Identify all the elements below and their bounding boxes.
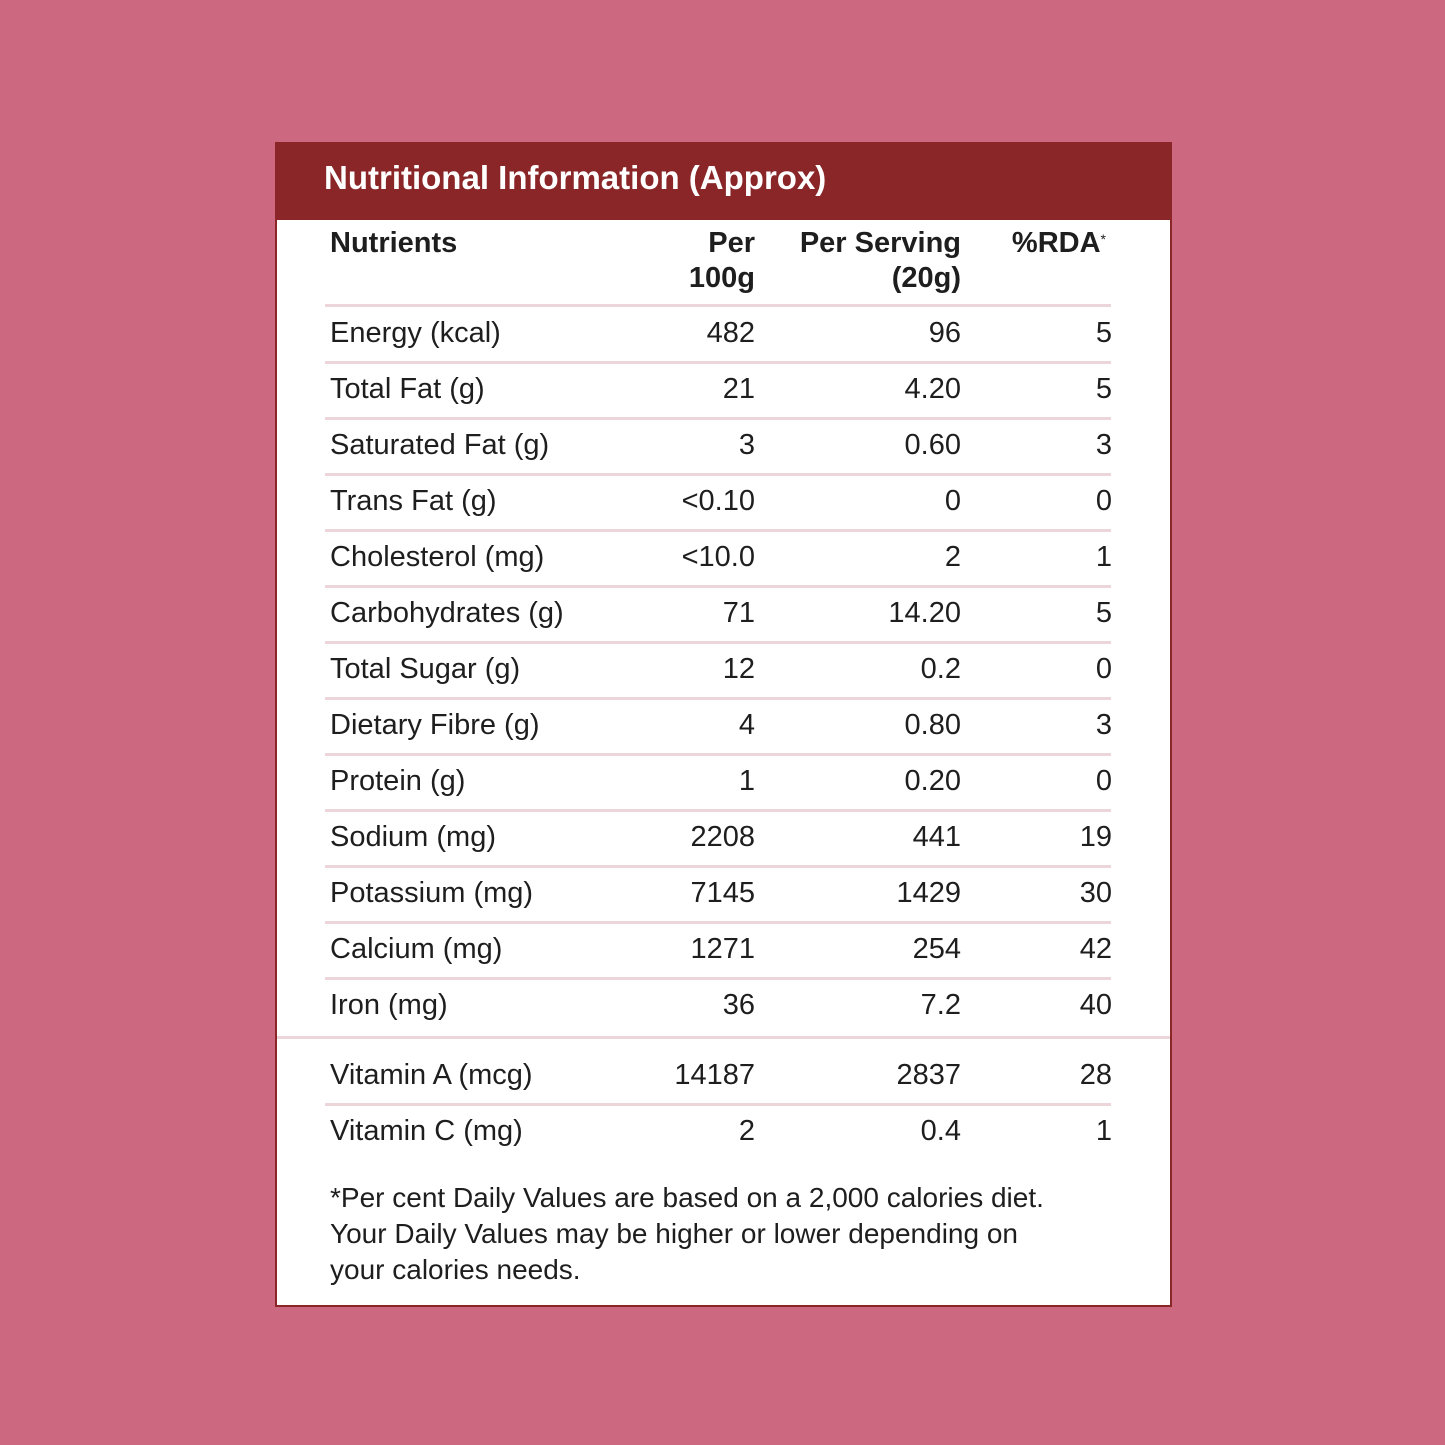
rda-value: 19 <box>1079 821 1112 853</box>
per-100g-value: <10.0 <box>681 541 755 573</box>
section-divider <box>277 1036 1170 1039</box>
table-row <box>277 979 1170 1035</box>
per-serving-value: 14.20 <box>888 597 961 629</box>
nutrient-name: Carbohydrates (g) <box>330 597 564 629</box>
table-row <box>277 587 1170 643</box>
per-serving-value: 0 <box>944 485 961 517</box>
nutrient-name: Total Sugar (g) <box>330 653 521 685</box>
footnote <box>330 1180 1130 1288</box>
per-serving-value: 441 <box>912 821 961 853</box>
per-serving-value: 1429 <box>896 877 961 909</box>
per-100g-value: 14187 <box>674 1059 755 1091</box>
nutrient-name: Iron (mg) <box>330 989 448 1021</box>
rda-value: 5 <box>1095 373 1112 405</box>
rda-value: 30 <box>1079 877 1112 909</box>
per-serving-value: 2837 <box>896 1059 961 1091</box>
table-row <box>277 755 1170 811</box>
per-100g-value: 1271 <box>690 933 755 965</box>
per-serving-value: 7.2 <box>920 989 961 1021</box>
per-serving-value: 0.60 <box>904 429 961 461</box>
rda-value: 0 <box>1095 765 1112 797</box>
table-row <box>277 643 1170 699</box>
table-row <box>277 867 1170 923</box>
nutrient-name: Energy (kcal) <box>330 317 501 349</box>
per-serving-value: 0.2 <box>920 653 961 685</box>
column-header-per-100g: Per 100g <box>688 227 755 294</box>
per-100g-value: 2208 <box>690 821 755 853</box>
card-title: Nutritional Information (Approx) <box>324 159 827 196</box>
rda-value: 40 <box>1079 989 1112 1021</box>
per-serving-value: 254 <box>912 933 961 965</box>
rda-value: 3 <box>1095 429 1112 461</box>
per-100g-value: 482 <box>706 317 755 349</box>
footnote-line: your calories needs. <box>330 1254 581 1285</box>
table-row <box>277 699 1170 755</box>
per-100g-value: 4 <box>738 709 755 741</box>
footnote-line: *Per cent Daily Values are based on a 2,000 calories diet. <box>330 1182 1044 1213</box>
table-row <box>277 531 1170 587</box>
per-100g-value: 12 <box>722 653 755 685</box>
nutrient-name: Saturated Fat (g) <box>330 429 550 461</box>
per-100g-value: 1 <box>738 765 755 797</box>
per-100g-value: 36 <box>722 989 755 1021</box>
rda-value: 5 <box>1095 597 1112 629</box>
nutrient-name: Trans Fat (g) <box>330 485 497 517</box>
rda-value: 42 <box>1079 933 1112 965</box>
rda-value: 1 <box>1095 1115 1112 1147</box>
rda-value: 3 <box>1095 709 1112 741</box>
nutrient-name: Potassium (mg) <box>330 877 534 909</box>
table-row <box>277 1105 1170 1161</box>
table-row <box>277 1049 1170 1105</box>
per-100g-value: <0.10 <box>681 485 755 517</box>
rda-value: 5 <box>1095 317 1112 349</box>
nutrient-name: Calcium (mg) <box>330 933 503 965</box>
table-row <box>277 923 1170 979</box>
per-serving-value: 4.20 <box>904 373 961 405</box>
per-serving-value: 96 <box>928 317 961 349</box>
column-header-nutrients: Nutrients <box>330 227 458 259</box>
nutrient-name: Dietary Fibre (g) <box>330 709 540 741</box>
table-row <box>277 811 1170 867</box>
table-row <box>277 363 1170 419</box>
per-100g-value: 3 <box>738 429 755 461</box>
table-row <box>277 419 1170 475</box>
per-100g-value: 2 <box>738 1115 755 1147</box>
nutrient-name: Protein (g) <box>330 765 466 797</box>
rda-value: 0 <box>1095 653 1112 685</box>
rda-value: 28 <box>1079 1059 1112 1091</box>
nutrition-card <box>275 142 1172 1307</box>
nutrient-name: Total Fat (g) <box>330 373 485 405</box>
nutrient-name: Vitamin A (mcg) <box>330 1059 533 1091</box>
per-serving-value: 0.20 <box>904 765 961 797</box>
per-serving-value: 0.4 <box>920 1115 961 1147</box>
per-100g-value: 21 <box>722 373 755 405</box>
rda-asterisk: * <box>1100 231 1106 247</box>
column-header-rda: %RDA* <box>1011 227 1106 259</box>
table-row <box>277 307 1170 363</box>
table-row <box>277 475 1170 531</box>
nutrient-name: Vitamin C (mg) <box>330 1115 523 1147</box>
per-100g-value: 7145 <box>690 877 755 909</box>
footnote-line: Your Daily Values may be higher or lower depending on <box>330 1218 1018 1249</box>
per-serving-value: 2 <box>944 541 961 573</box>
card-header <box>277 144 1170 220</box>
column-header-per-serving: Per Serving (20g) <box>799 227 961 294</box>
per-serving-value: 0.80 <box>904 709 961 741</box>
nutrient-name: Cholesterol (mg) <box>330 541 545 573</box>
rda-value: 1 <box>1095 541 1112 573</box>
per-100g-value: 71 <box>722 597 755 629</box>
rda-value: 0 <box>1095 485 1112 517</box>
nutrient-name: Sodium (mg) <box>330 821 496 853</box>
